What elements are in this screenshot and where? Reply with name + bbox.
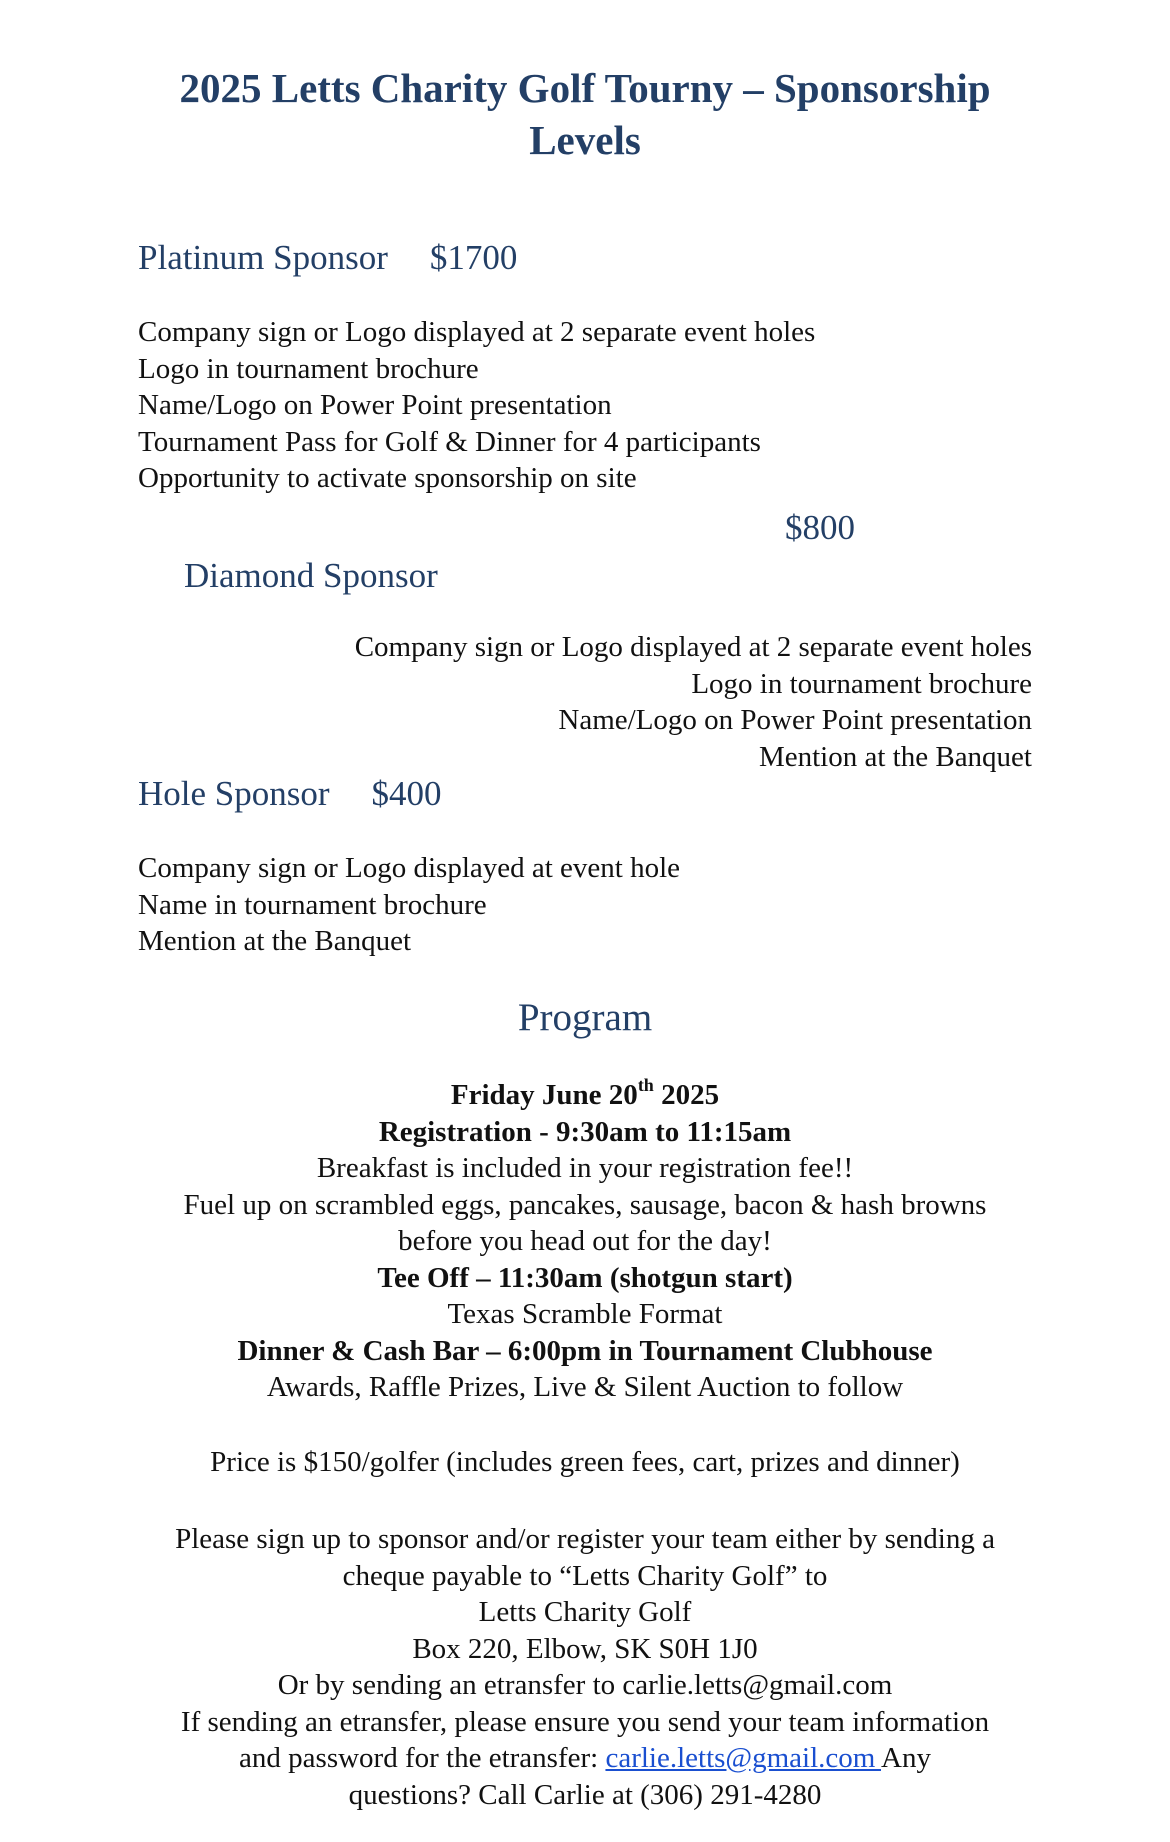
list-item: Name/Logo on Power Point presentation — [558, 704, 1032, 736]
mailing-name: Letts Charity Golf — [478, 1596, 692, 1628]
registration-time: Registration - 9:30am to 11:15am — [378, 1115, 792, 1148]
platinum-price: $1700 — [429, 238, 518, 277]
breakfast-menu-line-2: before you head out for the day! — [398, 1225, 772, 1257]
diamond-benefits — [355, 629, 1032, 775]
hole-benefits — [138, 850, 680, 960]
hole-heading — [138, 774, 442, 814]
price-line: Price is $150/golfer (includes green fees, cart, prizes and dinner) — [210, 1446, 960, 1478]
list-item: Logo in tournament brochure — [138, 352, 479, 385]
signup-line-1: Please sign up to sponsor and/or register your team either by sending a — [175, 1523, 995, 1555]
list-item: Company sign or Logo displayed at event hole — [138, 852, 681, 884]
breakfast-menu-line-1: Fuel up on scrambled eggs, pancakes, sausage, bacon & hash browns — [183, 1188, 987, 1221]
tee-off-time: Tee Off – 11:30am (shotgun start) — [377, 1261, 793, 1294]
program-title: Program — [517, 996, 653, 1039]
platinum-heading — [138, 238, 517, 278]
title-line-2: Levels — [529, 117, 641, 163]
platinum-name: Platinum Sponsor — [138, 238, 388, 277]
list-item: Mention at the Banquet — [138, 925, 412, 957]
list-item: Name in tournament brochure — [138, 888, 487, 921]
format-note: Texas Scramble Format — [447, 1298, 723, 1330]
list-item: Company sign or Logo displayed at 2 separate event holes — [138, 316, 816, 348]
list-item: Tournament Pass for Golf & Dinner for 4 participants — [138, 425, 761, 458]
program-date: Friday June 20th 2025 — [450, 1075, 720, 1111]
hole-name: Hole Sponsor — [138, 774, 330, 813]
platinum-benefits — [138, 314, 815, 497]
signup-line-2: cheque payable to “Letts Charity Golf” to — [342, 1559, 828, 1592]
program-details — [0, 1077, 1170, 1406]
list-item: Company sign or Logo displayed at 2 separate event holes — [354, 631, 1032, 663]
dinner-time: Dinner & Cash Bar – 6:00pm in Tournament Clubhouse — [237, 1334, 933, 1367]
email-link[interactable]: carlie.letts@gmail.com — [605, 1742, 881, 1774]
hole-price: $400 — [371, 774, 442, 813]
signup-instructions — [0, 1521, 1170, 1813]
awards-note: Awards, Raffle Prizes, Live & Silent Auction to follow — [266, 1371, 904, 1403]
contact-line: questions? Call Carlie at (306) 291-4280 — [348, 1778, 822, 1811]
etransfer-line: Or by sending an etransfer to carlie.letts@gmail.com — [277, 1669, 893, 1701]
list-item: Mention at the Banquet — [758, 740, 1032, 773]
breakfast-note: Breakfast is included in your registration fee!! — [316, 1152, 854, 1184]
diamond-price: $800 — [785, 508, 855, 547]
page-title — [0, 62, 1170, 166]
diamond-name: Diamond Sponsor — [184, 556, 438, 595]
password-line: and password for the etransfer: carlie.letts@gmail.com Any — [239, 1742, 931, 1774]
list-item: Opportunity to activate sponsorship on site — [138, 462, 637, 494]
list-item: Logo in tournament brochure — [691, 667, 1032, 700]
list-item: Name/Logo on Power Point presentation — [138, 389, 612, 421]
etransfer-note: If sending an etransfer, please ensure you send your team information — [180, 1705, 990, 1738]
title-line-1: 2025 Letts Charity Golf Tourny – Sponsorship — [179, 65, 991, 111]
mailing-address: Box 220, Elbow, SK S0H 1J0 — [412, 1632, 758, 1665]
